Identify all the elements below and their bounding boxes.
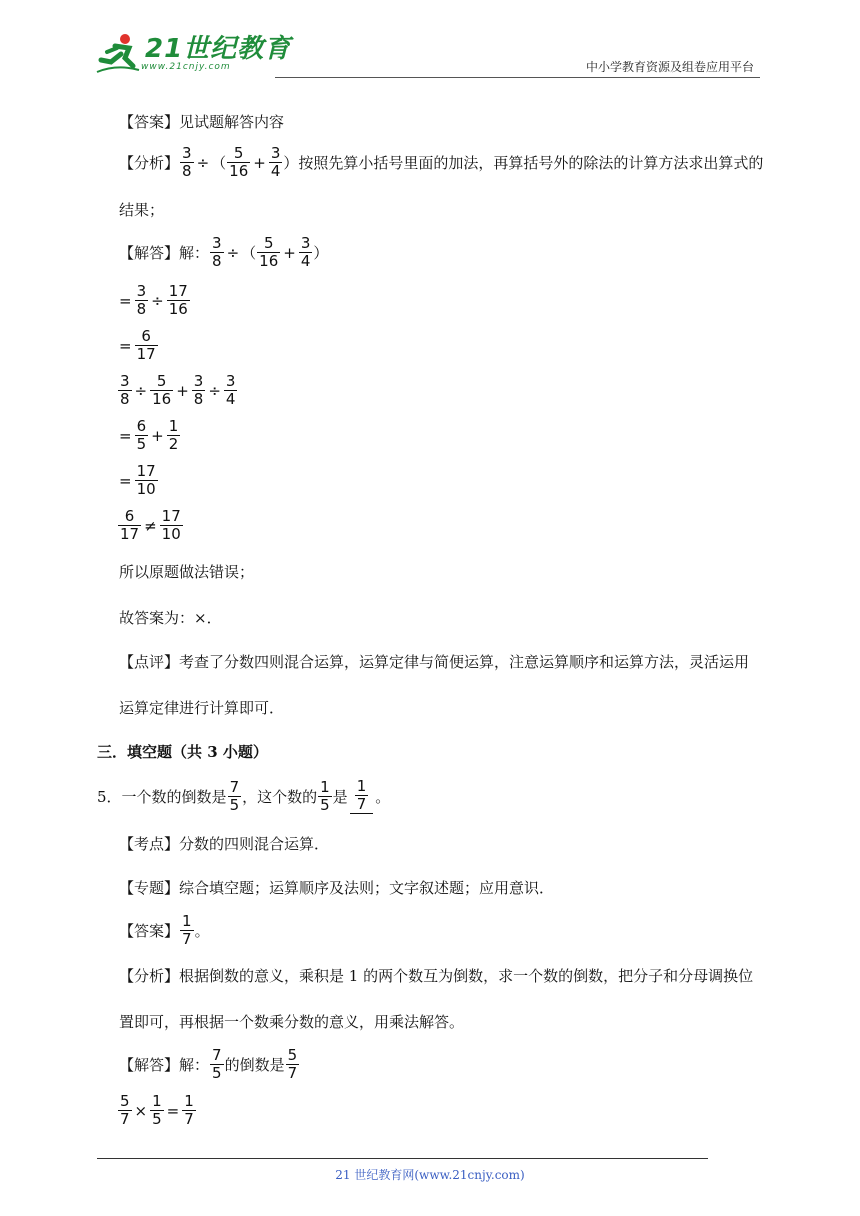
q4-step3: = $\frac{6}{5}$ + $\frac{1}{2}$ [119, 417, 179, 453]
label: 【分析】 [119, 967, 180, 985]
label: 【解答】 [119, 244, 180, 262]
logo-title: 21世纪教育 [145, 34, 292, 64]
q4-analysis: 【分析】 $\frac{3}{8}$ ÷ （ $\frac{5}{16}$ + $\frac{3}{4}$ ） 按照先算小括号里面的加法，再算括号外的除法的计算方法求出算式的 [119, 144, 764, 180]
label: 【解答】 [119, 1056, 180, 1074]
q4-solution: 【解答】 解： $\frac{3}{8}$ ÷ （ $\frac{5}{16}$ + $\frac{3}{4}$ ） [119, 234, 329, 270]
footer-divider [97, 1158, 708, 1159]
q4-step4: = $\frac{17}{10}$ [119, 462, 156, 498]
analysis-text: 结果； [119, 201, 165, 219]
fraction: $\frac{3}{8}$ [136, 282, 147, 318]
fraction: $\frac{6}{17}$ [136, 327, 156, 363]
label: 【答案】 [119, 113, 180, 131]
q5-answer: 【答案】 $\frac{1}{7}$ 。 [119, 912, 210, 948]
q5-solution: 【解答】 解： $\frac{7}{5}$ 的倒数是 $\frac{5}{7}$ [119, 1046, 298, 1082]
fraction: $\frac{5}{16}$ [229, 144, 249, 180]
q5-step1: $\frac{5}{7}$ × $\frac{1}{5}$ = $\frac{1}{7}$ [120, 1092, 194, 1128]
q4-answer [119, 111, 284, 132]
header-platform-name: 中小学教育资源及组卷应用平台 [585, 60, 754, 74]
fraction: $\frac{3}{4}$ [300, 234, 311, 270]
analysis-text: 按照先算小括号里面的加法，再算括号外的除法的计算方法求出算式的 [298, 154, 764, 172]
label: 【专题】 [119, 879, 180, 897]
runner-logo-icon [95, 32, 141, 76]
footer-link[interactable]: 21 世纪教育网(www.21cnjy.com) [335, 1168, 525, 1182]
fraction: $\frac{5}{16}$ [259, 234, 279, 270]
answer-blank: $\frac{1}{7}$ [350, 778, 374, 814]
fraction: $\frac{17}{16}$ [168, 282, 188, 318]
q4-step1: = $\frac{3}{8}$ ÷ $\frac{17}{16}$ [119, 282, 188, 318]
q4-step2: = $\frac{6}{17}$ [119, 327, 156, 363]
q5-analysis: 【分析】 根据倒数的意义，乘积是 1 的两个数互为倒数，求一个数的倒数，把分子和分母调换位 [119, 967, 754, 985]
q4-wrong-method: $\frac{3}{8}$ ÷ $\frac{5}{16}$ + $\frac{3}{8}$ ÷ $\frac{3}{4}$ [120, 372, 236, 408]
answer-text: 见试题解答内容 [179, 113, 285, 131]
fraction: $\frac{3}{8}$ [182, 144, 192, 180]
label: 【点评】 [119, 653, 180, 671]
q4-compare: $\frac{6}{17}$ ≠ $\frac{17}{10}$ [120, 507, 181, 543]
site-logo [95, 32, 291, 76]
fraction: $\frac{3}{8}$ [212, 234, 222, 270]
q4-conclusion1: 所以原题做法错误； [119, 563, 255, 581]
q4-conclusion2: 故答案为：×． [119, 609, 222, 627]
question-number: 5． [97, 787, 122, 806]
fraction: $\frac{3}{4}$ [270, 144, 281, 180]
q5-stem: 5． 一个数的倒数是 $\frac{7}{5}$ ，这个数的 $\frac{1}{5}$ 是 $\frac{1}{7}$ 。 [97, 777, 391, 814]
logo-url: www.21cnjy.com [141, 62, 231, 72]
label: 【考点】 [119, 835, 180, 853]
paren: ） [283, 154, 299, 172]
section-title: 三．填空题（共 3 小题） [97, 743, 268, 761]
q4-comment: 【点评】 考查了分数四则混合运算，运算定律与简便运算，注意运算顺序和运算方法，灵活运用 [119, 653, 750, 671]
q4-analysis-cont [119, 199, 164, 220]
q5-zhuanti: 【专题】 综合填空题；运算顺序及法则；文字叙述题；应用意识． [119, 879, 555, 897]
paren: （ [211, 154, 227, 172]
q5-analysis-cont: 置即可，再根据一个数乘分数的意义，用乘法解答。 [119, 1013, 465, 1031]
header-divider [275, 77, 760, 78]
label: 【答案】 [119, 922, 180, 940]
q4-comment-cont: 运算定律进行计算即可． [119, 699, 285, 717]
op: ÷ [196, 153, 210, 172]
q5-kaodian: 【考点】 分数的四则混合运算． [119, 835, 330, 853]
page-header [95, 30, 760, 78]
label: 【分析】 [119, 154, 180, 172]
